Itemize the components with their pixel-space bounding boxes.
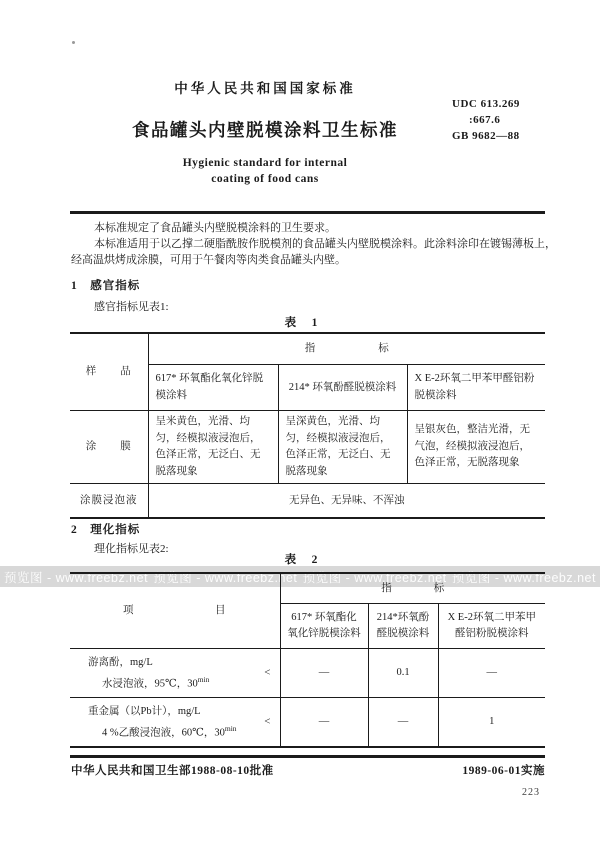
table2-value-617-metals: — xyxy=(280,698,368,748)
watermark-text: 预览图 - www.freebz.net xyxy=(4,570,149,585)
item-condition xyxy=(88,720,276,742)
table-row xyxy=(70,698,545,748)
section1-lead: 感官指标见表1: xyxy=(94,301,169,313)
table2-value-214-metals: — xyxy=(368,698,438,748)
english-title-line2: coating of food cans xyxy=(211,173,319,185)
section2-heading: 2 理化指标 xyxy=(71,524,141,536)
table-row xyxy=(70,484,545,519)
udc-number: UDC 613.269 xyxy=(452,98,520,110)
relation-symbol: < xyxy=(264,715,271,728)
header-divider-rule xyxy=(70,211,545,214)
condition-text: 水浸泡液，95℃，30 xyxy=(102,678,198,690)
item-name: 游离酚，mg/L xyxy=(88,656,153,668)
table-row xyxy=(70,649,545,698)
table1-sensory-indicators xyxy=(70,332,545,519)
english-title xyxy=(110,155,420,187)
table2-product-xe2: X E-2环氧二甲苯甲醛铝粉脱模涂料 xyxy=(438,604,545,649)
table1-product-xe2: X E-2环氧二甲苯甲醛铝粉脱模涂料 xyxy=(407,365,545,411)
table1-product-214: 214* 环氧酚醛脱模涂料 xyxy=(278,365,407,411)
scan-artifact-dot xyxy=(72,41,75,44)
item-name: 重金属（以Pb计），mg/L xyxy=(88,705,201,717)
table1-soak-label: 涂膜浸泡液 xyxy=(70,484,148,519)
table1-coating-value-xe2: 呈银灰色，整洁光滑，无气泡，经模拟液浸泡后，色泽正常，无脱落现象 xyxy=(407,411,545,484)
condition-unit: min xyxy=(197,674,210,684)
condition-unit: min xyxy=(224,723,237,733)
table2-item-heavy-metals xyxy=(70,698,280,748)
condition-text: 4 %乙酸浸泡液，60℃，30 xyxy=(102,727,225,739)
table2-index-header: 指 标 xyxy=(280,573,545,604)
table1-product-617: 617* 环氧酯化氧化锌脱模涂料 xyxy=(148,365,278,411)
table2-value-214-phenol: 0.1 xyxy=(368,649,438,698)
table1-coating-value-214: 呈深黄色，光滑、均匀，经模拟液浸泡后，色泽正常，无泛白、无脱落现象 xyxy=(278,411,407,484)
footer-divider-rule xyxy=(70,755,545,758)
udc-block xyxy=(452,96,552,144)
implementation-date: 1989-06-01实施 xyxy=(462,765,545,777)
approval-statement: 中华人民共和国卫生部1988-08-10批准 xyxy=(71,765,274,777)
intro-line-1: 本标准规定了食品罐头内壁脱模涂料的卫生要求。 xyxy=(94,222,336,234)
standard-number: GB 9682—88 xyxy=(452,130,520,142)
table1-sample-header: 样 品 xyxy=(70,333,148,411)
table1-caption: 表 1 xyxy=(284,317,320,329)
section2-lead: 理化指标见表2: xyxy=(94,543,169,555)
watermark-text: 预览图 - www.freebz.net xyxy=(302,570,447,585)
page-title: 食品罐头内壁脱模涂料卫生标准 xyxy=(132,120,398,140)
page-number: 223 xyxy=(522,787,540,798)
table2-value-617-phenol: — xyxy=(280,649,368,698)
table2-caption: 表 2 xyxy=(284,554,320,566)
watermark-text: 预览图 - www.freebz.net xyxy=(153,570,298,585)
intro-line-3: 经高温烘烤成涂膜，可用于午餐肉等肉类食品罐头内壁。 xyxy=(71,254,346,266)
table2-product-617: 617* 环氧酯化氧化锌脱模涂料 xyxy=(280,604,368,649)
table1-coating-label: 涂 膜 xyxy=(70,411,148,484)
table2-physicochemical-indicators xyxy=(70,572,545,748)
english-title-line1: Hygienic standard for internal xyxy=(182,157,348,169)
section1-heading: 1 感官指标 xyxy=(71,280,141,292)
table2-value-xe2-metals: 1 xyxy=(438,698,545,748)
intro-line-2: 本标准适用于以乙撑二硬脂酰胺作脱模剂的食品罐头内壁脱模涂料。此涂料涂印在镀锡薄板上， xyxy=(94,238,556,250)
item-condition xyxy=(88,671,276,693)
table-row xyxy=(70,411,545,484)
table1-coating-value-617: 呈米黄色，光滑、均匀，经模拟液浸泡后，色泽正常，无泛白、无脱落现象 xyxy=(148,411,278,484)
national-standard-label: 中华人民共和国国家标准 xyxy=(174,81,356,96)
table2-value-xe2-phenol: — xyxy=(438,649,545,698)
table2-item-header: 项 目 xyxy=(70,573,280,649)
table1-soak-value: 无异色、无异味、不浑浊 xyxy=(148,484,545,519)
table1-index-header: 指 标 xyxy=(148,333,545,365)
relation-symbol: < xyxy=(264,666,271,679)
table2-item-free-phenol xyxy=(70,649,280,698)
table2-product-214: 214*环氧酚醛脱模涂料 xyxy=(368,604,438,649)
udc-number-continued: :667.6 xyxy=(469,114,501,126)
watermark-text: 预览图 - www.freebz.net xyxy=(451,570,596,585)
